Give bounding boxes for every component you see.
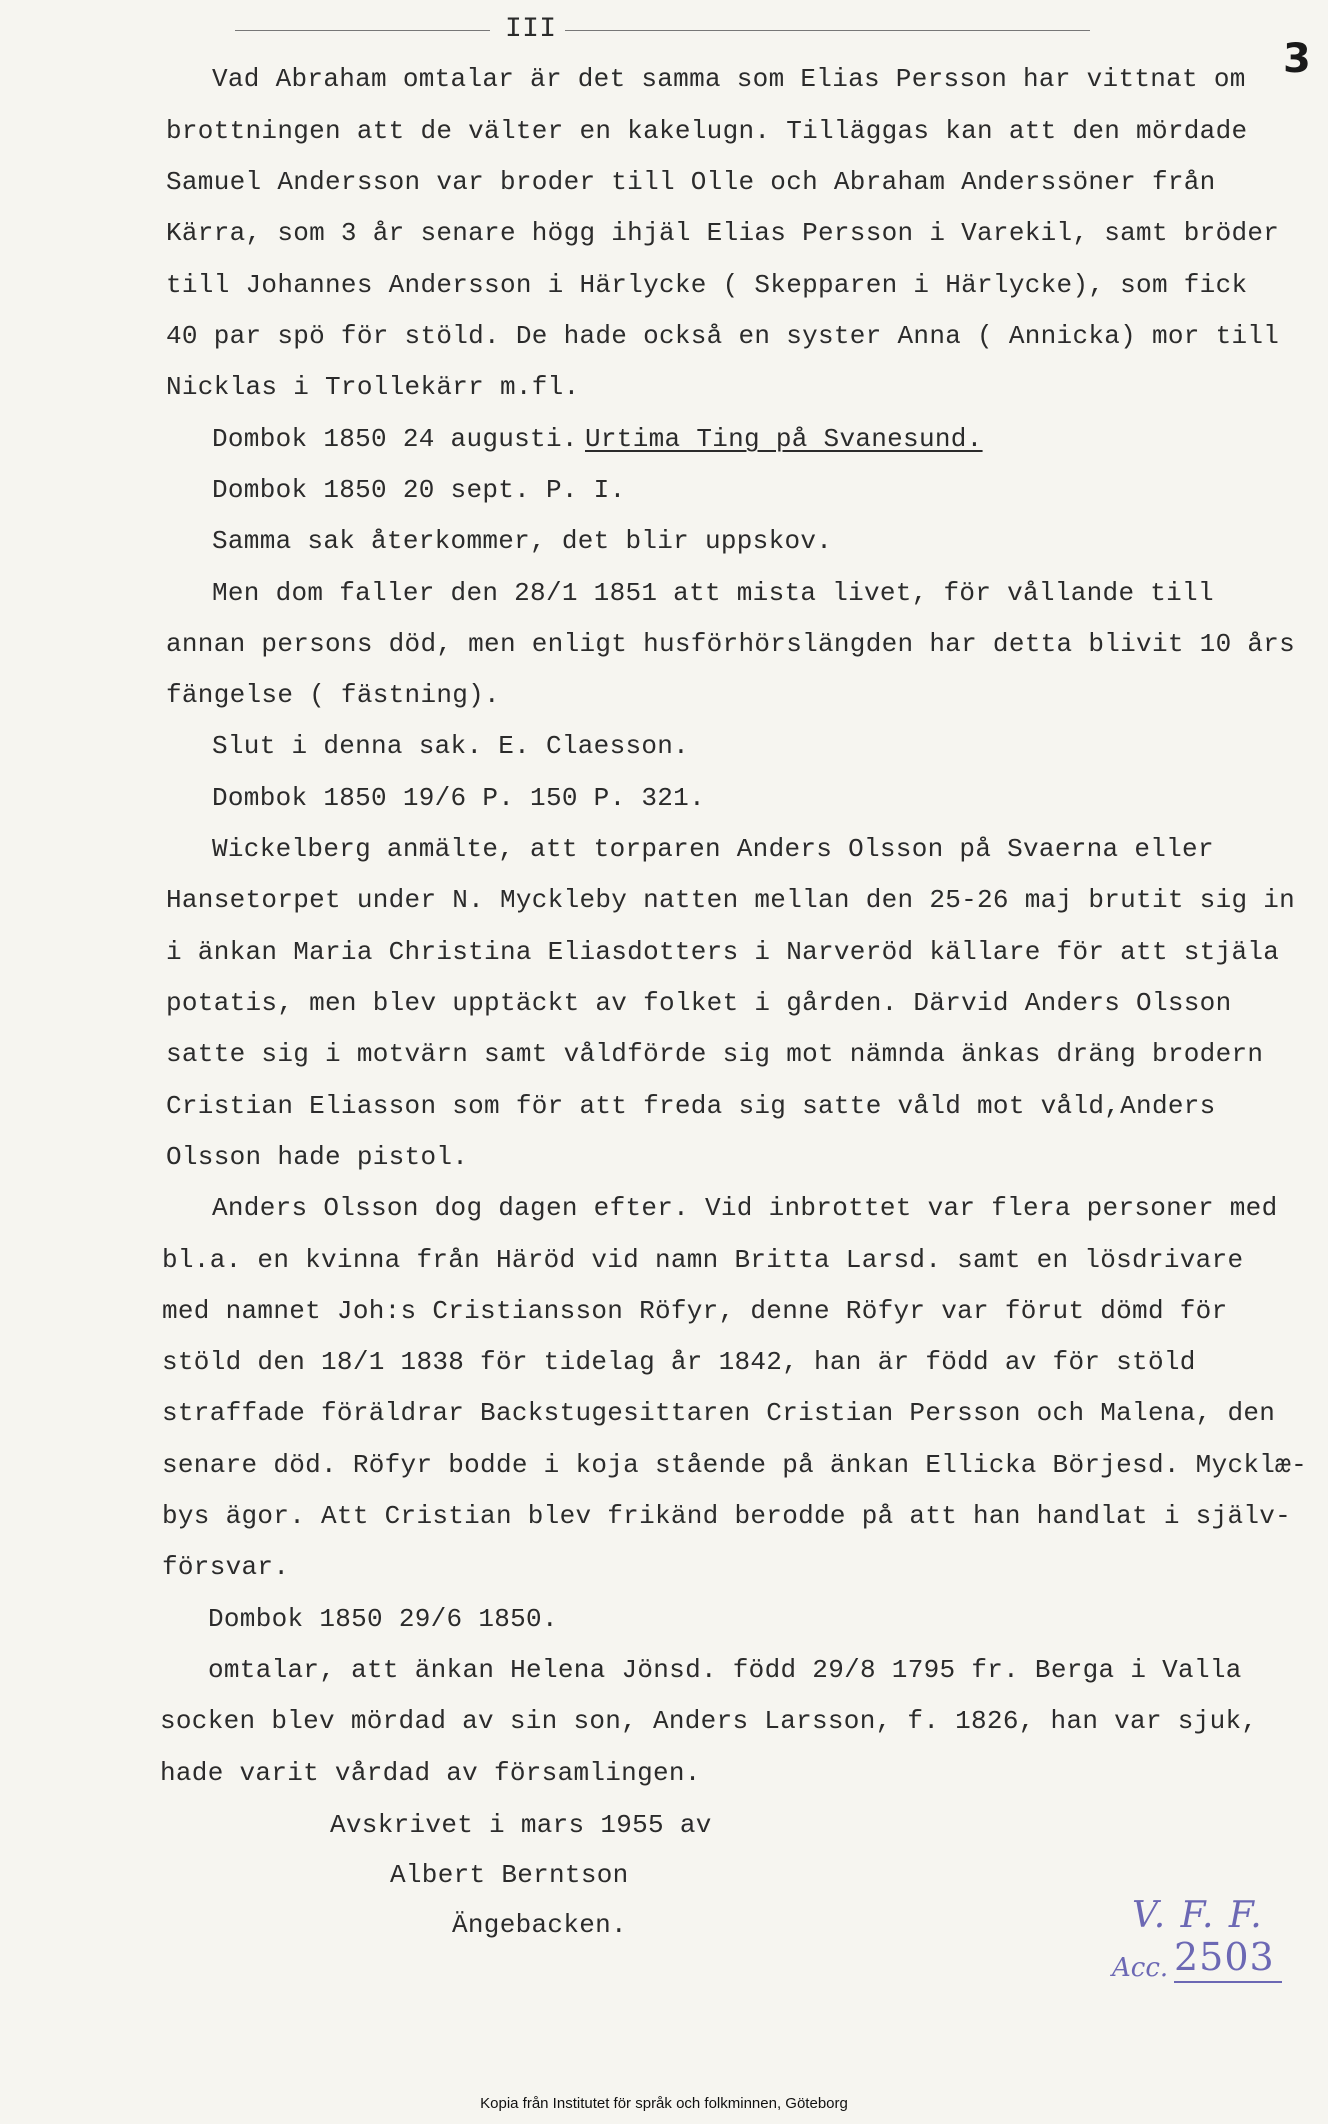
text-line: fängelse ( fästning). xyxy=(166,680,500,710)
transcription-note: Avskrivet i mars 1955 av xyxy=(330,1810,712,1840)
text-line: Slut i denna sak. E. Claesson. xyxy=(212,731,690,761)
copy-footer: Kopia från Institutet för språk och folkminnen, Göteborg xyxy=(480,2095,848,2112)
text-line: Kärra, som 3 år senare högg ihjäl Elias Persson i Varekil, samt bröder xyxy=(166,218,1280,248)
text-line: Cristian Eliasson som för att freda sig satte våld mot våld,Anders xyxy=(166,1091,1216,1121)
header-rule-left xyxy=(235,30,490,31)
transcriber-name: Albert Berntson xyxy=(390,1860,629,1890)
text-line: Hansetorpet under N. Myckleby natten mellan den 25-26 maj brutit sig in xyxy=(166,885,1296,915)
text-line: Men dom faller den 28/1 1851 att mista livet, för vållande till xyxy=(212,578,1214,608)
text-line: Dombok 1850 29/6 1850. xyxy=(208,1604,558,1634)
text-line: Nicklas i Trollekärr m.fl. xyxy=(166,372,580,402)
text-line: omtalar, att änkan Helena Jönsd. född 29/8 1795 fr. Berga i Valla xyxy=(208,1655,1242,1685)
text-line: Wickelberg anmälte, att torparen Anders Olsson på Svaerna eller xyxy=(212,834,1214,864)
text-line: bys ägor. Att Cristian blev frikänd berodde på att han handlat i själv- xyxy=(162,1501,1292,1531)
text-line: Olsson hade pistol. xyxy=(166,1142,469,1172)
text-line: Dombok 1850 19/6 P. 150 P. 321. xyxy=(212,783,705,813)
page-header-roman: III xyxy=(505,14,557,45)
text-line: försvar. xyxy=(162,1552,290,1582)
transcriber-place: Ängebacken. xyxy=(452,1910,627,1940)
text-line: annan persons död, men enligt husförhörslängden har detta blivit 10 års xyxy=(166,629,1296,659)
text-line: straffade föräldrar Backstugesittaren Cristian Persson och Malena, den xyxy=(162,1398,1276,1428)
text-line: hade varit vårdad av församlingen. xyxy=(160,1758,701,1788)
text-line: Dombok 1850 24 augusti. xyxy=(212,424,578,454)
stamp-vff: V. F. F. xyxy=(1132,1895,1264,1936)
text-line: Samuel Andersson var broder till Olle och Abraham Anderssöner från xyxy=(166,167,1216,197)
text-line: 40 par spö för stöld. De hade också en syster Anna ( Annicka) mor till xyxy=(166,321,1280,351)
archive-stamp xyxy=(1112,1895,1282,1995)
underlined-heading: Urtima Ting på Svanesund. xyxy=(585,424,983,454)
text-line: brottningen att de välter en kakelugn. Tilläggas kan att den mördade xyxy=(166,116,1248,146)
text-line: Anders Olsson dog dagen efter. Vid inbrottet var flera personer med xyxy=(212,1193,1278,1223)
text-line: Samma sak återkommer, det blir uppskov. xyxy=(212,526,833,556)
text-line: Dombok 1850 20 sept. P. I. xyxy=(212,475,626,505)
text-line: Vad Abraham omtalar är det samma som Elias Persson har vittnat om xyxy=(212,64,1246,94)
stamp-acc-prefix: Acc. xyxy=(1112,1953,1169,1983)
text-line: potatis, men blev upptäckt av folket i gården. Därvid Anders Olsson xyxy=(166,988,1232,1018)
page-number: 3 xyxy=(1283,36,1311,82)
text-line: senare död. Röfyr bodde i koja stående på änkan Ellicka Börjesd. Mycklæ- xyxy=(162,1450,1307,1480)
stamp-accession-number: 2503 xyxy=(1174,1935,1275,1979)
text-line: i änkan Maria Christina Eliasdotters i Narveröd källare för att stjäla xyxy=(166,937,1280,967)
text-line: socken blev mördad av sin son, Anders Larsson, f. 1826, han var sjuk, xyxy=(160,1706,1258,1736)
text-line: satte sig i motvärn samt våldförde sig mot nämnda änkas dräng brodern xyxy=(166,1039,1264,1069)
text-line: med namnet Joh:s Cristiansson Röfyr, denne Röfyr var förut dömd för xyxy=(162,1296,1228,1326)
header-rule-right xyxy=(565,30,1090,31)
text-line: stöld den 18/1 1838 för tidelag år 1842, han är född av för stöld xyxy=(162,1347,1196,1377)
text-line: till Johannes Andersson i Härlycke ( Skepparen i Härlycke), som fick xyxy=(166,270,1248,300)
text-line: bl.a. en kvinna från Häröd vid namn Britta Larsd. samt en lösdrivare xyxy=(162,1245,1244,1275)
stamp-underline xyxy=(1174,1981,1282,1983)
